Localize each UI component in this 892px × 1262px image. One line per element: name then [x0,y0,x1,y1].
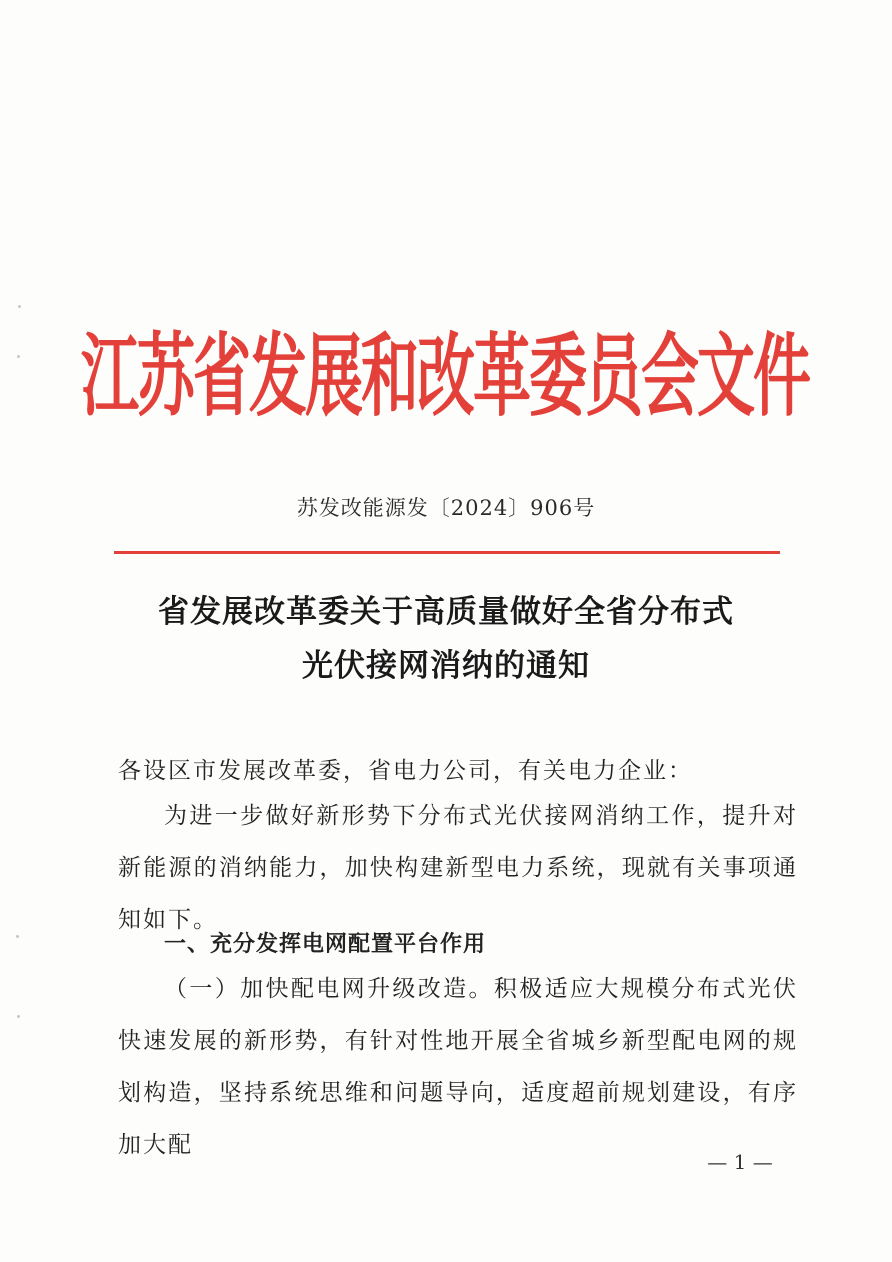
intro-paragraph: 为进一步做好新形势下分布式光伏接网消纳工作，提升对新能源的消纳能力，加快构建新型电力系统，现就有关事项通知如下。 [118,803,798,933]
addressee-line: 各设区市发展改革委，省电力公司，有关电力企业： [118,758,693,784]
document-number: 苏发改能源发〔2024〕906号 [296,496,596,520]
scan-speck [18,305,21,308]
page-number: — 1 — [707,1150,773,1174]
title-line-2: 光伏接网消纳的通知 [302,648,590,684]
red-masthead: 江苏省发展和改革委员会文件 [81,322,810,428]
title-line-1: 省发展改革委关于高质量做好全省分布式 [158,594,734,630]
red-divider-line [114,551,780,554]
body-paragraph: （一）加快配电网升级改造。积极适应大规模分布式光伏快速发展的新形势，有针对性地开展全省城乡新型配电网的规划构造，坚持系统思维和问题导向，适度超前规划建设，有序加大配 [118,976,798,1158]
document-title [0,585,892,693]
scan-speck [17,355,20,358]
scan-speck [17,1015,20,1018]
section-heading: 一、充分发挥电网配置平台作用 [164,931,487,957]
scan-speck [16,935,19,938]
